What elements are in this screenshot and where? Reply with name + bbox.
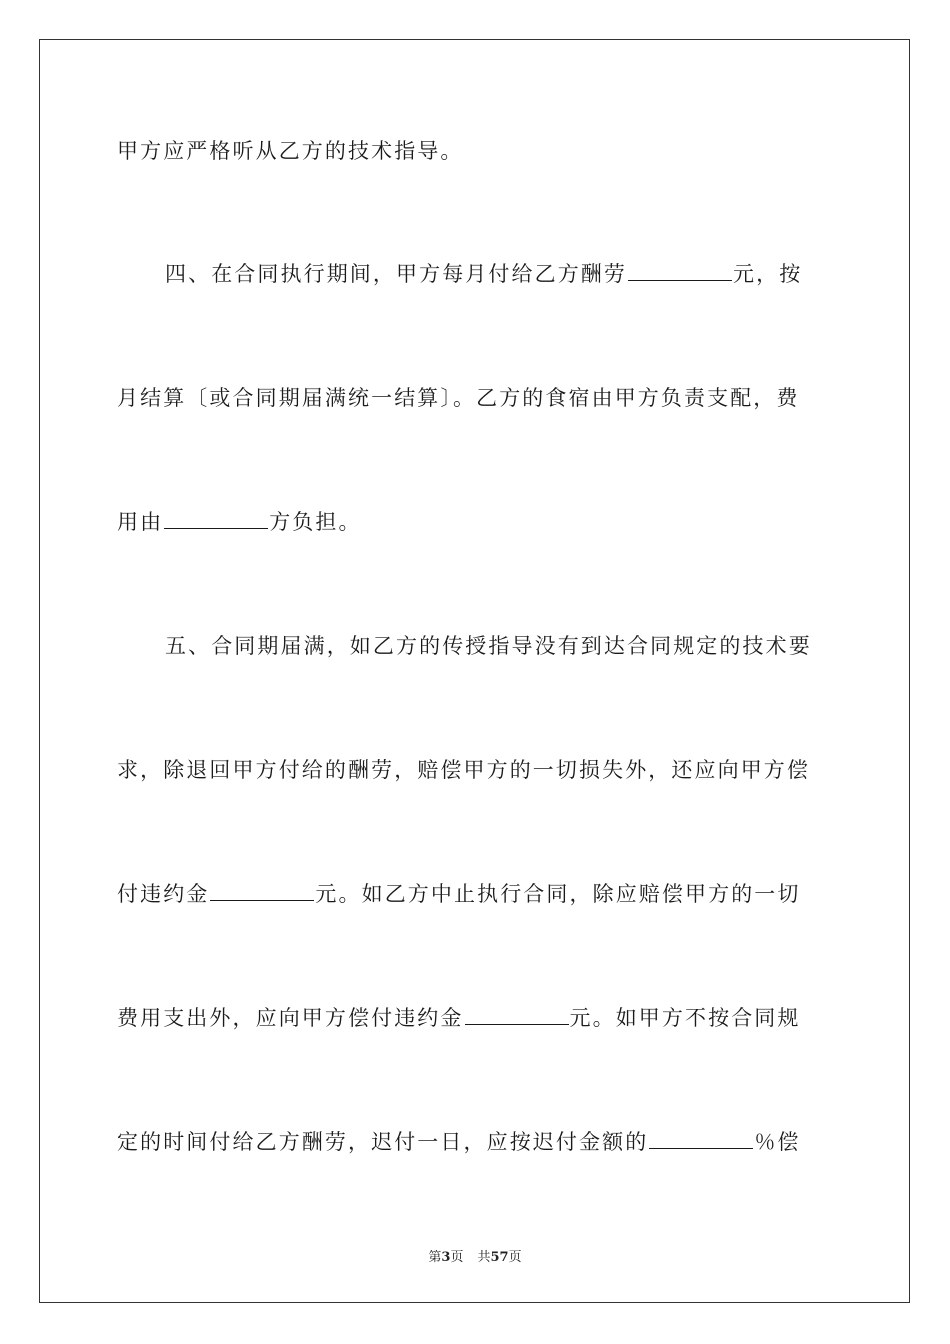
text-segment: ％偿 xyxy=(754,1130,801,1154)
paragraph-5-line-1 xyxy=(165,631,833,661)
paragraph-4-line-3 xyxy=(117,507,833,537)
paragraph-5-line-4 xyxy=(117,1003,833,1033)
text-segment: 付违约金 xyxy=(117,882,210,906)
text-segment: 求，除退回甲方付给的酬劳，赔偿甲方的一切损失外，还应向甲方偿 xyxy=(117,758,810,782)
fill-in-blank-penalty-2 xyxy=(465,1004,569,1025)
fill-in-blank-penalty-1 xyxy=(210,880,314,901)
fill-in-blank-late-rate xyxy=(649,1128,753,1149)
paragraph-5-line-5 xyxy=(117,1127,833,1157)
text-segment: 元，按 xyxy=(733,262,803,286)
paragraph-4-line-2 xyxy=(117,383,833,413)
paragraph-3-line-1 xyxy=(117,136,833,166)
text-segment: 费用支出外，应向甲方偿付违约金 xyxy=(117,1006,464,1030)
paragraph-4-line-1 xyxy=(165,259,833,289)
text-segment: 方负担。 xyxy=(269,510,362,534)
fill-in-blank-monthly-fee xyxy=(628,260,732,281)
page-prefix: 第 xyxy=(428,1250,442,1265)
fill-in-blank-expense-party xyxy=(164,508,268,529)
text-segment: 元。如甲方不按合同规 xyxy=(569,1006,801,1030)
text-segment: 四、在合同执行期间，甲方每月付给乙方酬劳 xyxy=(165,262,627,286)
text-segment: 五、合同期届满，如乙方的传授指导没有到达合同规定的技术要 xyxy=(165,634,812,658)
text-segment: 月结算〔或合同期届满统一结算〕。乙方的食宿由甲方负责支配，费 xyxy=(117,386,800,410)
paragraph-5-line-2 xyxy=(117,755,833,785)
text-segment: 定的时间付给乙方酬劳，迟付一日，应按迟付金额的 xyxy=(117,1130,649,1154)
total-pages: 57 xyxy=(490,1250,509,1265)
total-prefix: 共 xyxy=(477,1250,491,1265)
text-segment: 元。如乙方中止执行合同，除应赔偿甲方的一切 xyxy=(315,882,801,906)
page-number: 3 xyxy=(441,1250,451,1265)
text-segment: 甲方应严格听从乙方的技术指导。 xyxy=(117,139,464,163)
page-footer xyxy=(0,1246,950,1265)
text-segment: 用由 xyxy=(117,510,164,534)
page-suffix: 页 xyxy=(450,1250,464,1265)
page-border xyxy=(39,39,910,1303)
paragraph-5-line-3 xyxy=(117,879,833,909)
total-suffix: 页 xyxy=(508,1250,522,1265)
